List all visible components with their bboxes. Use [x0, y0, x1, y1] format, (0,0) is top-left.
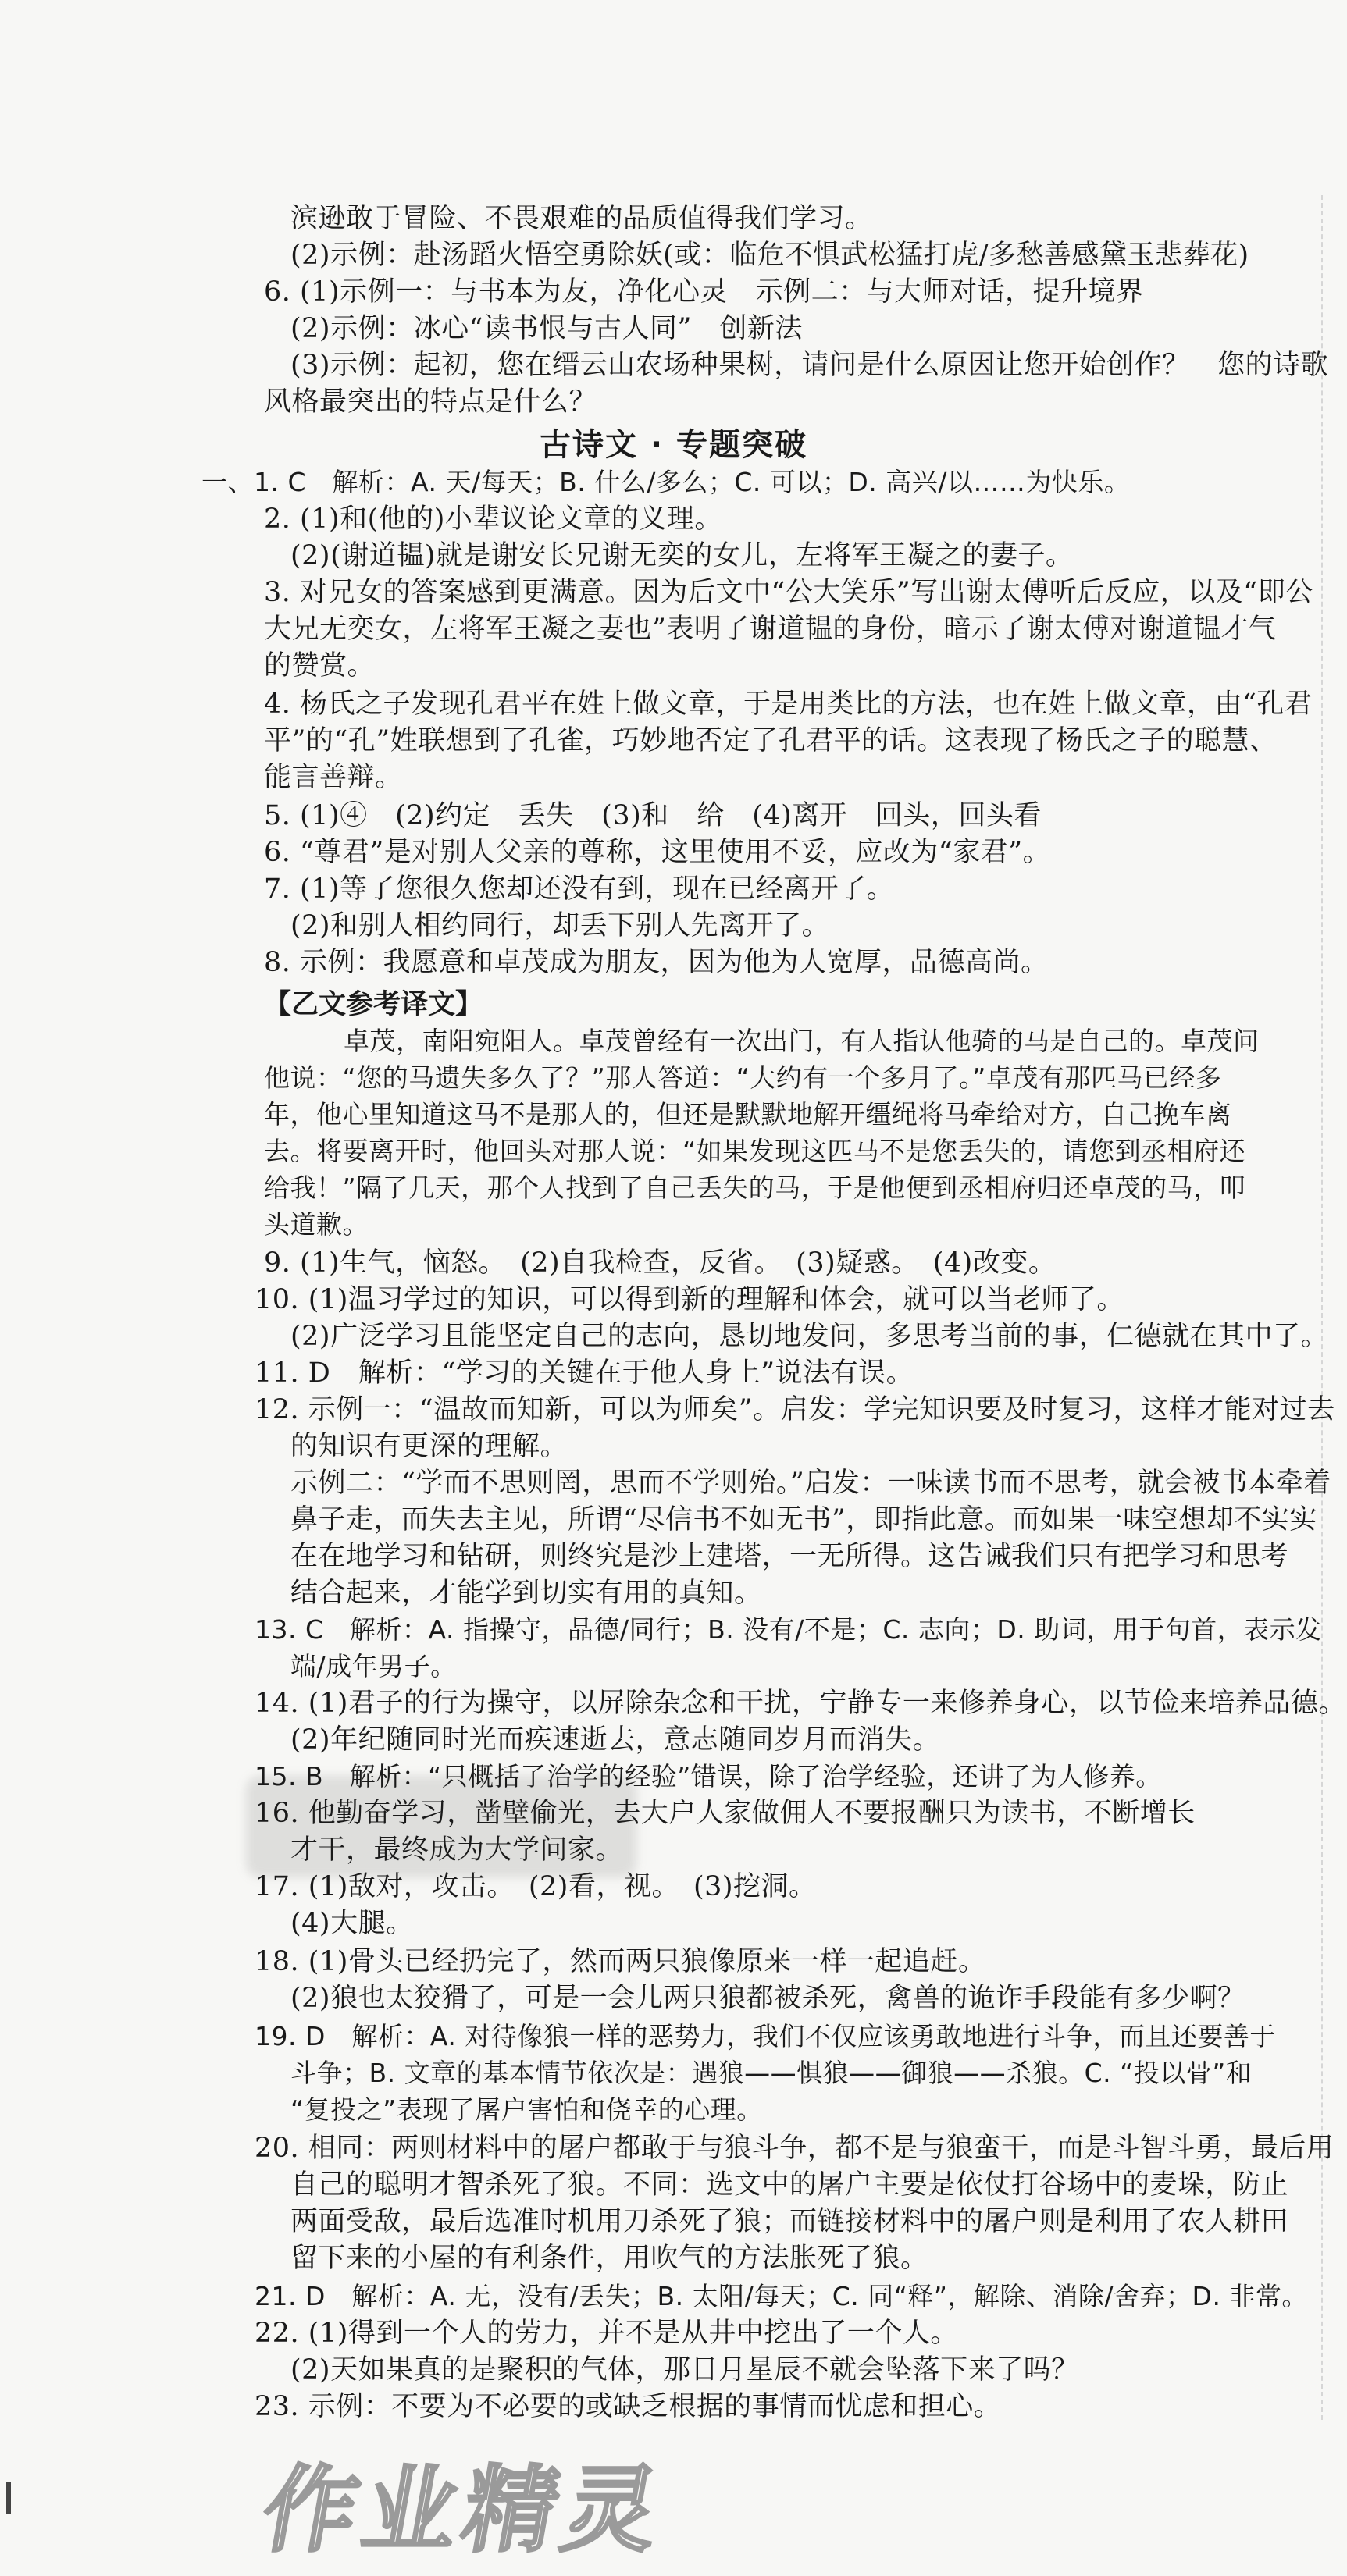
column-divider	[1321, 195, 1323, 2420]
text-line: (2)广泛学习且能坚定自己的志向，恳切地发问，多思考当前的事，仁德就在其中了。	[290, 1321, 1329, 1352]
text-line: 6. (1)示例一：与书本为友，净化心灵 示例二：与大师对话，提升境界	[264, 276, 1144, 308]
text-line: 5. (1)④ (2)约定 丢失 (3)和 给 (4)离开 回头，回头看	[264, 800, 1042, 831]
text-line: 才干，最终成为大学问家。	[290, 1834, 624, 1866]
text-line: 4. 杨氏之子发现孔君平在姓上做文章，于是用类比的方法，也在姓上做文章，由“孔君	[264, 688, 1313, 720]
text-line: 18. (1)骨头已经扔完了，然而两只狼像原来一样一起追赶。	[255, 1946, 986, 1977]
text-line: (2)天如果真的是聚积的气体，那日月星辰不就会坠落下来了吗？	[290, 2354, 1079, 2386]
text-line: 2. (1)和(他的)小辈议论文章的义理。	[264, 503, 722, 535]
text-line: 示例二：“学而不思则罔，思而不学则殆。”启发：一味读书而不思考，就会被书本牵着	[290, 1468, 1331, 1499]
text-line: 15. B 解析：“只概括了治学的经验”错误，除了治学经验，还讲了为人修养。	[255, 1761, 1162, 1791]
text-line: “复投之”表现了屠户害怕和侥幸的心理。	[290, 2094, 763, 2125]
text-line: 17. (1)敌对，攻击。 (2)看，视。 (3)挖洞。	[255, 1871, 817, 1902]
text-line: 给我！”隔了几天，那个人找到了自己丢失的马，于是他便到丞相府归还卓茂的马，叩	[264, 1172, 1246, 1203]
text-line: 两面受敌，最后选准时机用刀杀死了狼；而链接材料中的屠户则是利用了农人耕田	[290, 2206, 1289, 2237]
text-line: 能言善辩。	[264, 762, 403, 793]
text-line: (4)大腿。	[290, 1908, 414, 1939]
text-line: 结合起来，才能学到切实有用的真知。	[290, 1578, 762, 1609]
text-line: 9. (1)生气，恼怒。 (2)自我检查，反省。 (3)疑惑。 (4)改变。	[264, 1247, 1057, 1279]
text-line: 11. D 解析：“学习的关键在于他人身上”说法有误。	[255, 1357, 914, 1389]
text-line: 卓茂，南阳宛阳人。卓茂曾经有一次出门，有人指认他骑的马是自己的。卓茂问	[344, 1026, 1260, 1056]
text-line: 16. 他勤奋学习，凿壁偷光，去大户人家做佣人不要报酬只为读书，不断增长	[255, 1798, 1196, 1829]
text-line: (2)示例：赴汤蹈火悟空勇除妖(或：临危不惧武松猛打虎/多愁善感黛玉悲葬花)	[290, 240, 1249, 271]
text-line: 的知识有更深的理解。	[290, 1431, 568, 1462]
text-line: 端/成年男子。	[290, 1651, 457, 1681]
text-line: 6. “尊君”是对别人父亲的尊称，这里使用不妥，应改为“家君”。	[264, 837, 1051, 868]
text-line: (3)示例：起初，您在缙云山农场种果树，请问是什么原因让您开始创作？ 您的诗歌	[290, 350, 1329, 381]
text-line: 14. (1)君子的行为操守，以屏除杂念和干扰，宁静专一来修养身心，以节俭来培养品德。	[255, 1688, 1346, 1719]
text-line: 19. D 解析：A. 对待像狼一样的恶势力，我们不仅应该勇敢地进行斗争，而且还要善于	[255, 2021, 1276, 2051]
margin-mark	[6, 2482, 11, 2514]
text-line: 22. (1)得到一个人的劳力，并不是从井中挖出了一个人。	[255, 2318, 958, 2349]
text-line: 平”的“孔”姓联想到了孔雀，巧妙地否定了孔君平的话。这表现了杨氏之子的聪慧、	[264, 725, 1278, 756]
text-line: 21. D 解析：A. 无，没有/丢失；B. 太阳/每天；C. 同“释”，解除、消除/舍弃；D. 非常。	[255, 2281, 1308, 2311]
text-line: 自己的聪明才智杀死了狼。不同：选文中的屠户主要是依仗打谷场中的麦垛，防止	[290, 2169, 1289, 2201]
text-line: 13. C 解析：A. 指操守，品德/同行；B. 没有/不是；C. 志向；D. 助词，用于句首，表示发	[255, 1614, 1322, 1645]
translation-heading: 【乙文参考译文】	[264, 989, 483, 1020]
text-line: 他说：“您的马遗失多久了？”那人答道：“大约有一个多月了。”卓茂有那匹马已经多	[264, 1062, 1222, 1093]
text-line: 大兄无奕女，左将军王凝之妻也”表明了谢道韫的身份，暗示了谢太傅对谢道韫才气	[264, 614, 1277, 645]
text-line: 23. 示例：不要为不必要的或缺乏根据的事情而忧虑和担心。	[255, 2391, 1002, 2422]
text-line: 头道歉。	[264, 1209, 369, 1240]
watermark-logo: 作业精灵	[254, 2457, 674, 2565]
text-line: 20. 相同：两则材料中的屠户都敢于与狼斗争，都不是与狼蛮干，而是斗智斗勇，最后用	[255, 2133, 1335, 2164]
text-line: 12. 示例一：“温故而知新，可以为师矣”。启发：学完知识要及时复习，这样才能对过去	[255, 1394, 1335, 1425]
text-line: 去。将要离开时，他回头对那人说：“如果发现这匹马不是您丢失的，请您到丞相府还	[264, 1136, 1246, 1166]
text-line: 滨逊敢于冒险、不畏艰难的品质值得我们学习。	[290, 203, 873, 234]
text-line: (2)(谢道韫)就是谢安长兄谢无奕的女儿，左将军王凝之的妻子。	[290, 540, 1074, 571]
text-line: 的赞赏。	[264, 650, 376, 681]
text-line: 3. 对兄女的答案感到更满意。因为后文中“公大笑乐”写出谢太傅听后反应，以及“即公	[264, 577, 1313, 608]
text-line: (2)示例：冰心“读书恨与古人同” 创新法	[290, 313, 803, 344]
text-line: 一、1. C 解析：A. 天/每天；B. 什么/多么；C. 可以；D. 高兴/以……为快乐。	[201, 467, 1131, 497]
text-line: 年，他心里知道这马不是那人的，但还是默默地解开缰绳将马牵给对方，自己挽车离	[264, 1099, 1232, 1130]
text-line: 留下来的小屋的有利条件，用吹气的方法胀死了狼。	[290, 2243, 928, 2274]
text-line: 鼻子走，而失去主见，所谓“尽信书不如无书”，即指此意。而如果一味空想却不实实	[290, 1504, 1317, 1535]
section-title: 古诗文 · 专题突破	[539, 427, 808, 463]
text-line: (2)年纪随同时光而疾速逝去，意志随同岁月而消失。	[290, 1724, 941, 1756]
text-line: 风格最突出的特点是什么？	[264, 386, 597, 418]
text-line: 7. (1)等了您很久您却还没有到，现在已经离开了。	[264, 873, 895, 905]
text-line: (2)狼也太狡猾了，可是一会儿两只狼都被杀死，禽兽的诡诈手段能有多少啊？	[290, 1983, 1245, 2014]
text-line: 8. 示例：我愿意和卓茂成为朋友，因为他为人宽厚，品德高尚。	[264, 947, 1049, 978]
text-line: 斗争；B. 文章的基本情节依次是：遇狼——惧狼——御狼——杀狼。C. “投以骨”和	[290, 2058, 1253, 2088]
text-line: (2)和别人相约同行，却丢下别人先离开了。	[290, 910, 830, 941]
text-line: 在在地学习和钻研，则终究是沙上建塔，一无所得。这告诫我们只有把学习和思考	[290, 1541, 1289, 1572]
text-line: 10. (1)温习学过的知识，可以得到新的理解和体会，就可以当老师了。	[255, 1284, 1124, 1315]
